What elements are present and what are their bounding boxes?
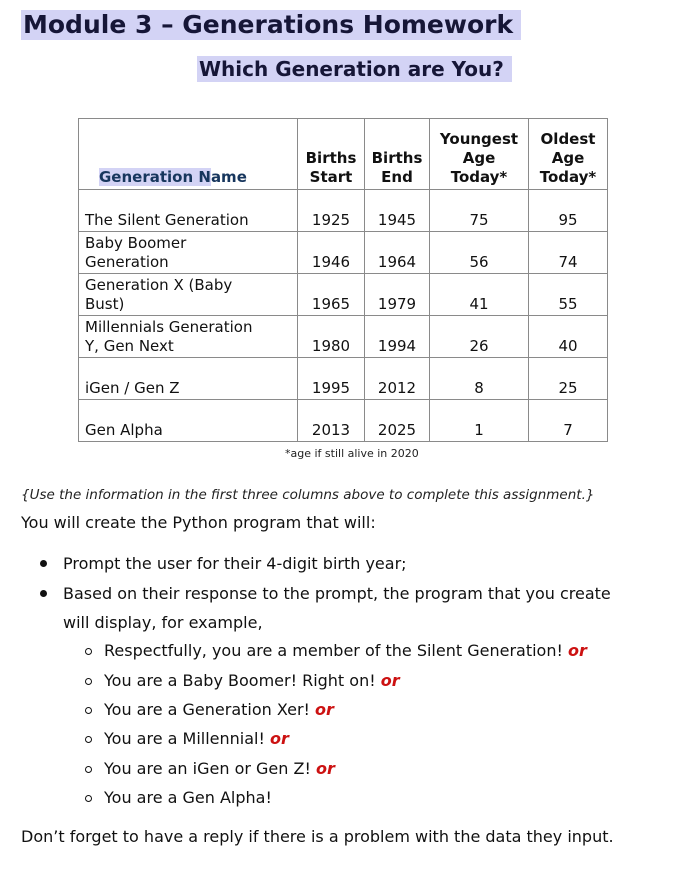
header-births-end: Births End <box>365 119 430 190</box>
births-start-cell: 1946 <box>298 232 365 274</box>
or-label: or <box>269 729 289 748</box>
bullet-text: Prompt the user for their 4-digit birth year; <box>63 554 407 573</box>
example-text: Respectfully, you are a member of the Silent Generation! <box>104 641 563 660</box>
births-start-cell: 1980 <box>298 316 365 358</box>
youngest-age-cell: 8 <box>430 358 529 400</box>
oldest-age-cell: 74 <box>529 232 608 274</box>
table-row <box>79 358 608 400</box>
closing-note: Don’t forget to have a reply if there is a problem with the data they input. <box>21 827 614 846</box>
example-text: You are a Millennial! <box>104 729 265 748</box>
sub-bullet-circle-icon <box>85 766 92 773</box>
oldest-age-cell: 55 <box>529 274 608 316</box>
births-start-cell: 1995 <box>298 358 365 400</box>
or-label: or <box>315 759 335 778</box>
or-label: or <box>380 671 400 690</box>
youngest-age-cell: 56 <box>430 232 529 274</box>
page-title: Module 3 – Generations Homework <box>21 10 521 40</box>
youngest-age-cell: 1 <box>430 400 529 442</box>
bullet-text: Based on their response to the prompt, the program that you create will display, for example, <box>63 584 611 632</box>
sub-bullet-circle-icon <box>85 795 92 802</box>
or-label: or <box>567 641 587 660</box>
births-end-cell: 1945 <box>365 190 430 232</box>
oldest-age-cell: 7 <box>529 400 608 442</box>
generation-name-cell: Millennials Generation Y, Gen Next <box>79 316 298 358</box>
sub-bullet-circle-icon <box>85 648 92 655</box>
oldest-age-cell: 95 <box>529 190 608 232</box>
page-subtitle: Which Generation are You? <box>197 56 512 82</box>
births-end-cell: 2012 <box>365 358 430 400</box>
generation-name-cell: The Silent Generation <box>79 190 298 232</box>
example-text: You are an iGen or Gen Z! <box>104 759 311 778</box>
header-generation-name: Generation Name <box>79 119 298 190</box>
bullet-dot-icon <box>40 560 47 567</box>
sub-bullet-circle-icon <box>85 736 92 743</box>
youngest-age-cell: 26 <box>430 316 529 358</box>
births-end-cell: 1994 <box>365 316 430 358</box>
table-row <box>79 274 608 316</box>
oldest-age-cell: 25 <box>529 358 608 400</box>
example-text: You are a Baby Boomer! Right on! <box>104 671 376 690</box>
example-text: You are a Generation Xer! <box>104 700 310 719</box>
oldest-age-cell: 40 <box>529 316 608 358</box>
births-start-cell: 1965 <box>298 274 365 316</box>
sub-bullet-circle-icon <box>85 678 92 685</box>
table-footnote: *age if still alive in 2020 <box>285 447 419 460</box>
youngest-age-cell: 75 <box>430 190 529 232</box>
or-label: or <box>315 700 334 719</box>
sub-bullet-circle-icon <box>85 707 92 714</box>
bullet-dot-icon <box>40 590 47 597</box>
table-row <box>79 400 608 442</box>
header-oldest-age: Oldest Age Today* <box>529 119 608 190</box>
births-start-cell: 1925 <box>298 190 365 232</box>
table-row <box>79 316 608 358</box>
births-end-cell: 1964 <box>365 232 430 274</box>
table-row <box>79 232 608 274</box>
table-row <box>79 190 608 232</box>
youngest-age-cell: 41 <box>430 274 529 316</box>
assignment-instruction: {Use the information in the first three columns above to complete this assignment.} <box>21 487 595 503</box>
example-text: You are a Gen Alpha! <box>104 788 272 807</box>
births-end-cell: 1979 <box>365 274 430 316</box>
births-end-cell: 2025 <box>365 400 430 442</box>
generation-name-cell: Gen Alpha <box>79 400 298 442</box>
births-start-cell: 2013 <box>298 400 365 442</box>
table-header-row <box>79 119 608 190</box>
generation-name-cell: iGen / Gen Z <box>79 358 298 400</box>
generation-name-cell: Baby Boomer Generation <box>79 232 298 274</box>
assignment-intro: You will create the Python program that will: <box>21 513 376 532</box>
header-births-start: Births Start <box>298 119 365 190</box>
header-youngest-age: Youngest Age Today* <box>430 119 529 190</box>
generation-name-cell: Generation X (Baby Bust) <box>79 274 298 316</box>
generations-table <box>78 118 608 442</box>
